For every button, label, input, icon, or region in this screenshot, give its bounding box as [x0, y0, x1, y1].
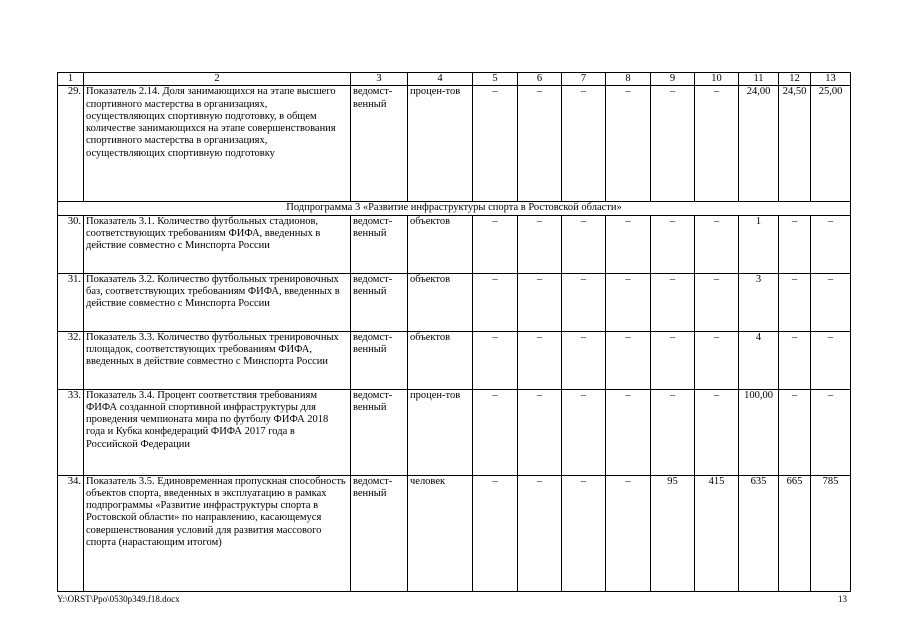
indicators-table: [57, 72, 851, 592]
indicator-type: ведомст-венный: [351, 331, 408, 389]
column-number-header-row: [58, 73, 851, 86]
indicator-name: Показатель 3.1. Количество футбольных стадионов, соответствующих требованиям ФИФА, введенных в действие совместно с Минспорта России: [84, 215, 351, 273]
row-number: 34.: [58, 475, 84, 591]
row-number: 30.: [58, 215, 84, 273]
value-cell: –: [695, 215, 739, 273]
value-cell: –: [779, 273, 811, 331]
table-row: [58, 86, 851, 202]
value-cell: –: [562, 389, 606, 475]
value-cell: –: [606, 86, 651, 202]
value-cell: 1: [739, 215, 779, 273]
column-number-cell: 8: [606, 73, 651, 86]
value-cell: –: [779, 215, 811, 273]
indicator-type: ведомст-венный: [351, 475, 408, 591]
value-cell: –: [651, 215, 695, 273]
value-cell: –: [473, 331, 518, 389]
indicator-type: ведомст-венный: [351, 86, 408, 202]
value-cell: –: [562, 475, 606, 591]
column-number-cell: 11: [739, 73, 779, 86]
page-number: 13: [838, 594, 847, 604]
value-cell: –: [811, 215, 851, 273]
value-cell: –: [473, 475, 518, 591]
value-cell: –: [606, 215, 651, 273]
value-cell: 24,00: [739, 86, 779, 202]
column-number-cell: 1: [58, 73, 84, 86]
value-cell: –: [695, 331, 739, 389]
indicator-unit: объектов: [408, 331, 473, 389]
indicator-name: Показатель 3.2. Количество футбольных тренировочных баз, соответствующих требованиям ФИФА, введенных в действие совместно с Минспорта России: [84, 273, 351, 331]
indicator-name: Показатель 3.5. Единовременная пропускная способность объектов спорта, введенных в эксплуатацию в рамках подпрограммы «Развитие инфраструктуры спорта в Ростовской области» по направлению, касающемуся совершенствования условий для развития массового спорта (нарастающим итогом): [84, 475, 351, 591]
value-cell: –: [518, 273, 562, 331]
value-cell: –: [562, 331, 606, 389]
value-cell: –: [518, 331, 562, 389]
row-number: 29.: [58, 86, 84, 202]
column-number-cell: 12: [779, 73, 811, 86]
value-cell: –: [811, 389, 851, 475]
indicator-type: ведомст-венный: [351, 273, 408, 331]
indicator-name: Показатель 2.14. Доля занимающихся на этапе высшего спортивного мастерства в организациях, осуществляющих спортивную подготовку, в общем количестве занимающихся на этапе совершенствования спортивного мастерства в организациях, осуществляющих спортивную подготовку: [84, 86, 351, 202]
value-cell: –: [606, 475, 651, 591]
value-cell: 635: [739, 475, 779, 591]
indicator-unit: человек: [408, 475, 473, 591]
value-cell: –: [473, 389, 518, 475]
value-cell: –: [651, 273, 695, 331]
section-row: [58, 202, 851, 215]
column-number-cell: 3: [351, 73, 408, 86]
value-cell: –: [518, 475, 562, 591]
value-cell: –: [651, 389, 695, 475]
column-number-cell: 2: [84, 73, 351, 86]
subprogram-title: Подпрограмма 3 «Развитие инфраструктуры спорта в Ростовской области»: [58, 202, 851, 215]
value-cell: –: [518, 86, 562, 202]
value-cell: –: [651, 86, 695, 202]
value-cell: –: [606, 331, 651, 389]
column-number-cell: 9: [651, 73, 695, 86]
row-number: 33.: [58, 389, 84, 475]
value-cell: 24,50: [779, 86, 811, 202]
value-cell: –: [695, 86, 739, 202]
value-cell: –: [473, 215, 518, 273]
value-cell: –: [562, 86, 606, 202]
indicator-type: ведомст-венный: [351, 215, 408, 273]
table-row: [58, 389, 851, 475]
value-cell: –: [811, 273, 851, 331]
table-row: [58, 475, 851, 591]
value-cell: –: [562, 273, 606, 331]
value-cell: –: [606, 389, 651, 475]
value-cell: –: [779, 389, 811, 475]
value-cell: –: [473, 86, 518, 202]
value-cell: –: [562, 215, 606, 273]
indicator-unit: объектов: [408, 215, 473, 273]
column-number-cell: 5: [473, 73, 518, 86]
value-cell: 25,00: [811, 86, 851, 202]
column-number-cell: 13: [811, 73, 851, 86]
value-cell: –: [695, 389, 739, 475]
value-cell: 95: [651, 475, 695, 591]
row-number: 32.: [58, 331, 84, 389]
value-cell: 665: [779, 475, 811, 591]
value-cell: –: [651, 331, 695, 389]
value-cell: –: [811, 331, 851, 389]
value-cell: –: [779, 331, 811, 389]
column-number-cell: 7: [562, 73, 606, 86]
row-number: 31.: [58, 273, 84, 331]
column-number-cell: 10: [695, 73, 739, 86]
value-cell: –: [518, 389, 562, 475]
indicator-name: Показатель 3.4. Процент соответствия требованиям ФИФА созданной спортивной инфраструктуры для проведения чемпионата мира по футболу ФИФА 2018 года и Кубка конфедераций ФИФА 2017 года в Российской Федерации: [84, 389, 351, 475]
value-cell: –: [518, 215, 562, 273]
value-cell: 100,00: [739, 389, 779, 475]
indicator-name: Показатель 3.3. Количество футбольных тренировочных площадок, соответствующих требованиям ФИФА, введенных в действие совместно с Минспорта России: [84, 331, 351, 389]
column-number-cell: 4: [408, 73, 473, 86]
value-cell: 415: [695, 475, 739, 591]
value-cell: –: [695, 273, 739, 331]
table-row: [58, 273, 851, 331]
value-cell: 4: [739, 331, 779, 389]
footer-file-path: Y:\ORST\Ppo\0530p349.f18.docx: [57, 594, 180, 604]
indicator-unit: процен-тов: [408, 86, 473, 202]
table-row: [58, 215, 851, 273]
value-cell: 785: [811, 475, 851, 591]
indicator-unit: объектов: [408, 273, 473, 331]
value-cell: 3: [739, 273, 779, 331]
indicator-unit: процен-тов: [408, 389, 473, 475]
value-cell: –: [473, 273, 518, 331]
table-row: [58, 331, 851, 389]
column-number-cell: 6: [518, 73, 562, 86]
value-cell: –: [606, 273, 651, 331]
indicator-type: ведомст-венный: [351, 389, 408, 475]
